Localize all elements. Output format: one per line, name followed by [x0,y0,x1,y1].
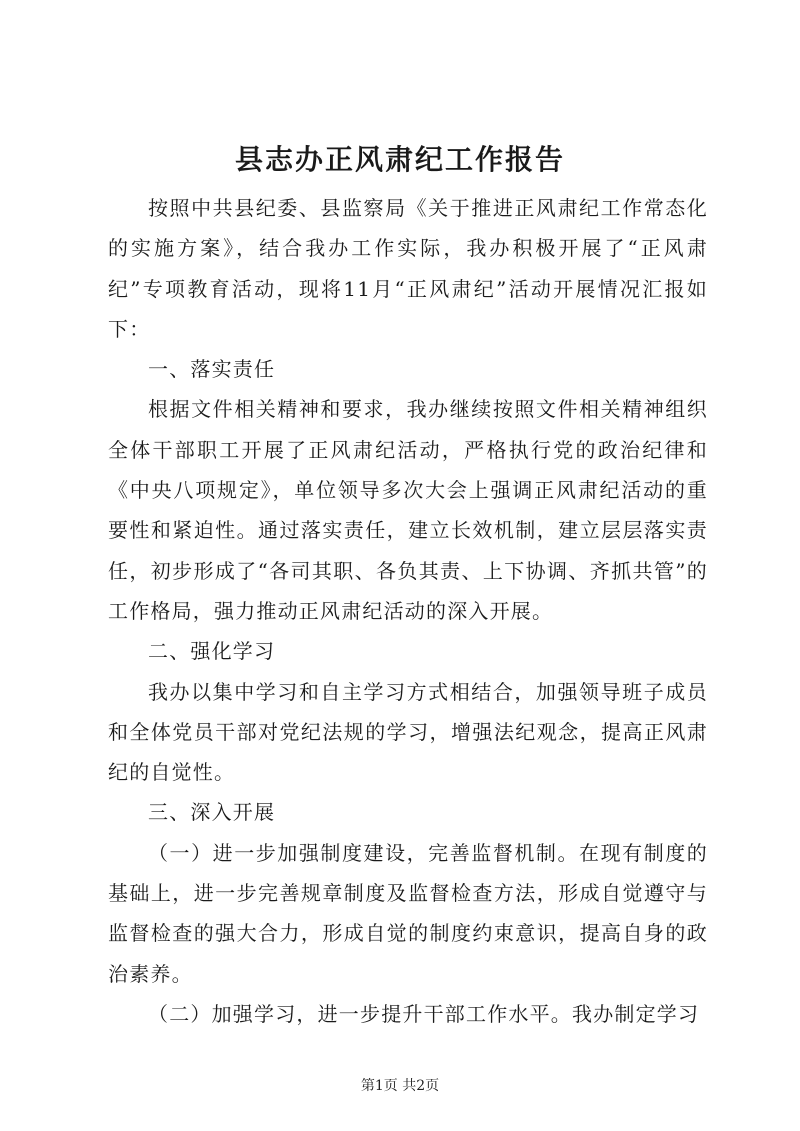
section-heading-3: 三、深入开展 [148,800,276,825]
subsection-paragraph-1: （一）进一步加强制度建设，完善监督机制。在现有制度的基础上，进一步完善规章制度及监督检查方法，形成自觉遵守与监督检查的强大合力，形成自觉的制度约束意识，提高自身的政治素养。 [108,840,708,986]
section-heading-2: 二、强化学习 [148,639,276,664]
section-heading-1: 一、落实责任 [148,357,276,382]
subsection-paragraph-2: （二）加强学习，进一步提升干部工作水平。我办制定学习 [148,1001,700,1026]
page-number-footer: 第1页 共2页 [360,1078,440,1094]
document-body [108,188,708,1034]
section-paragraph-1: 根据文件相关精神和要求，我办继续按照文件相关精神组织全体干部职工开展了正风肃纪活动，严格执行党的政治纪律和《中央八项规定》，单位领导多次大会上强调正风肃纪活动的重要性和紧迫性。通过落实责任，建立长效机制，建立层层落实责任，初步形成了“各司其职、各负其责、上下协调、齐抓共管”的工作格局，强力推动正风肃纪活动的深入开展。 [108,397,708,623]
intro-paragraph: 按照中共县纪委、县监察局《关于推进正风肃纪工作常态化的实施方案》，结合我办工作实际，我办积极开展了“正风肃纪”专项教育活动，现将11月“正风肃纪”活动开展情况汇报如下： [108,196,708,341]
page-title: 县志办正风肃纪工作报告 [234,143,565,176]
section-paragraph-2: 我办以集中学习和自主学习方式相结合，加强领导班子成员和全体党员干部对党纪法规的学习，增强法纪观念，提高正风肃纪的自觉性。 [108,679,708,785]
